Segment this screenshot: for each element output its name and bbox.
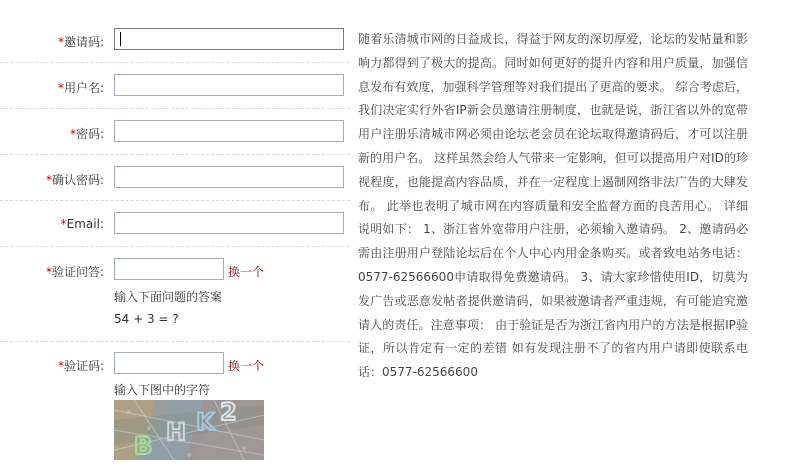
- invite-code-row: [0, 0, 350, 63]
- svg-text:2: 2: [220, 400, 237, 426]
- refresh-captcha-link[interactable]: 换一个: [228, 359, 265, 373]
- email-input[interactable]: [114, 212, 344, 234]
- verify-answer-input[interactable]: [114, 258, 224, 280]
- username-row: [0, 62, 350, 109]
- question-text: 54 + 3 = ?: [114, 312, 179, 326]
- captcha-input[interactable]: [114, 352, 224, 374]
- registration-notice: 随着乐清城市网的日益成长，得益于网友的深切厚爱，论坛的发帖量和影响力都得到了极大的提高。同时如何更好的提升内容和用户质量，加强信息发布有效度，加强科学管理等对我们提出了更高的要求。 综合考虑后，我们决定实行外省IP新会员邀请注册制度，也就是说，浙江省以外的宽带用户注册乐清城市网必须由论坛老会员在论坛取得邀请码后，才可以注册新的用户名。 这样虽然会给人气带来一定影响，但可以提高用户对ID的珍视程度，也能提高内容品质，并在一定程度上遏制网络非法广告的大肆发布。 此举也表明了城市网在内容质量和安全监督方面的良苦用心。 详细说明如下： 1、浙江省外宽带用户注册，必须输入邀请码。 2、邀请码必需由注册用户登陆论坛后在个人中心内用金条购买。或者致电站务电话：0577-62566600申请取得免费邀请码。 3、请大家珍惜使用ID，切莫为发广告或恶意发帖者提供邀请码，如果被邀请者严重违规，有可能追究邀请人的责任。注意事项： 由于验证是否为浙江省内用户的方法是根据IP验证，所以肯定有一定的差错 如有发现注册不了的省内用户请即使联系电话：0577-62566600: [358, 32, 748, 380]
- confirm-password-row: [0, 154, 350, 201]
- email-label: *Email:: [60, 217, 104, 231]
- svg-text:B: B: [134, 432, 153, 460]
- email-row: [0, 200, 350, 247]
- password-row: [0, 108, 350, 155]
- username-label: *用户名:: [57, 81, 104, 95]
- captcha-label: *验证码:: [57, 359, 104, 373]
- password-label: *密码:: [69, 127, 104, 141]
- username-input[interactable]: [114, 74, 344, 96]
- captcha-hint: 输入下图中的字符: [114, 383, 211, 397]
- confirm-password-label: *确认密码:: [45, 173, 104, 187]
- verify-question-label: *验证问答:: [45, 265, 104, 279]
- text-caret: [120, 32, 121, 46]
- verify-question-row: [0, 246, 350, 342]
- refresh-question-link[interactable]: 换一个: [228, 265, 265, 279]
- invite-code-input[interactable]: [114, 28, 344, 50]
- question-hint: 输入下面问题的答案: [114, 290, 223, 304]
- svg-text:H: H: [166, 418, 187, 446]
- svg-text:K: K: [196, 408, 215, 436]
- registration-form: [0, 0, 350, 469]
- captcha-image[interactable]: [114, 400, 264, 460]
- password-input[interactable]: [114, 120, 344, 142]
- invite-code-label: *邀请码:: [57, 35, 104, 49]
- confirm-password-input[interactable]: [114, 166, 344, 188]
